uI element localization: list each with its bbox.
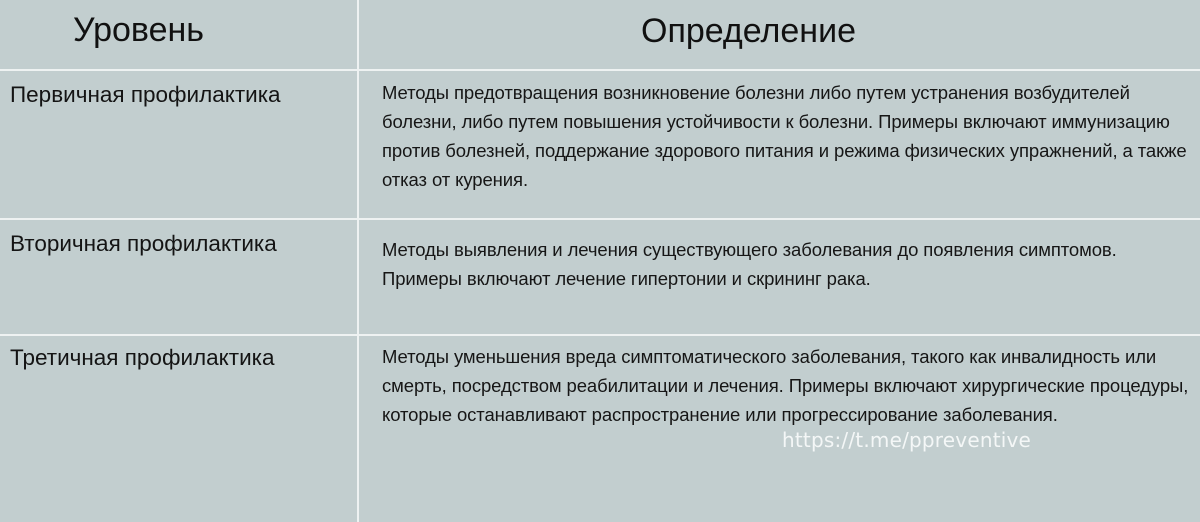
row-divider	[0, 334, 1200, 336]
header-definition: Определение	[641, 12, 856, 50]
row-definition-primary: Методы предотвращения возникновение болезни либо путем устранения возбудителей болезни, либо путем повышения устойчивости к болезни. Примеры включают иммунизацию против болезней, поддержание здорового питания и режима физических упражнений, а также отказ от курения.	[382, 82, 1187, 190]
row-divider	[0, 218, 1200, 220]
row-level-secondary: Вторичная профилактика	[10, 231, 277, 256]
row-definition-tertiary: Методы уменьшения вреда симптоматического заболевания, такого как инвалидность или смерть, посредством реабилитации и лечения. Примеры включают хирургические процедуры, которые останавливают распространение или прогрессирование заболевания.	[382, 346, 1189, 425]
row-level-primary: Первичная профилактика	[10, 82, 281, 107]
row-level-tertiary: Третичная профилактика	[10, 345, 275, 370]
header-level: Уровень	[73, 11, 204, 49]
header-row-divider	[0, 69, 1200, 71]
watermark-link: https://t.me/ppreventive	[782, 428, 1032, 452]
row-definition-secondary: Методы выявления и лечения существующего заболевания до появления симптомов. Примеры включают лечение гипертонии и скрининг рака.	[382, 239, 1117, 289]
